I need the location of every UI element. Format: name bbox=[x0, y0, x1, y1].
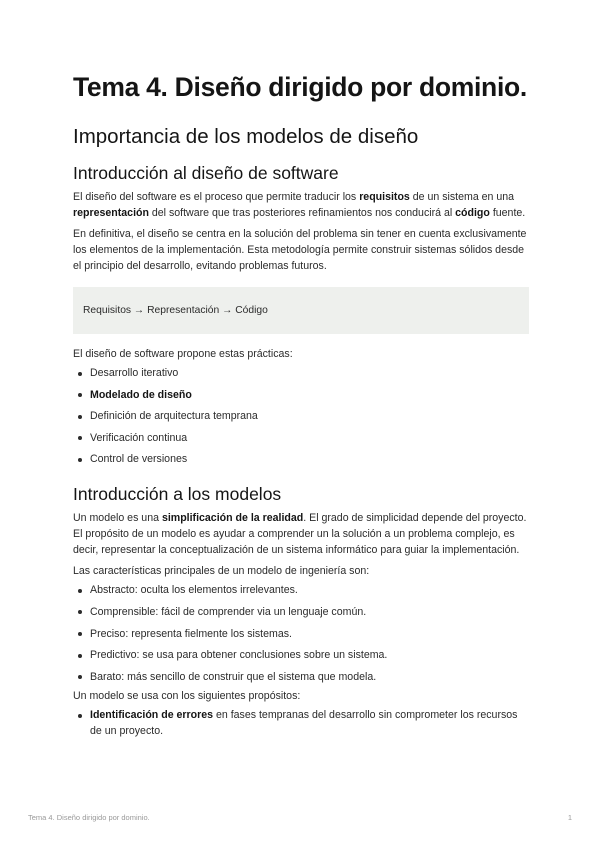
document-page bbox=[73, 70, 529, 745]
bullet-icon bbox=[78, 714, 82, 718]
list-item: Barato: más sencillo de construir que el sistema que modela. bbox=[73, 669, 529, 685]
list-item: Definición de arquitectura temprana bbox=[73, 408, 529, 424]
paragraph-definition: En definitiva, el diseño se centra en la solución del problema sin tener en cuenta exclusivamente los elementos de la implementación. Esta metodología permite construir sistemas sólidos desde el principio del desarrollo, evitando problemas futuros. bbox=[73, 228, 527, 272]
list-item: Verificación continua bbox=[73, 430, 529, 446]
bullet-icon bbox=[78, 654, 82, 658]
purposes-intro: Un modelo se usa con los siguientes propósitos: bbox=[73, 690, 301, 703]
code-text: Requisitos → Representación → Código bbox=[83, 305, 268, 316]
bullet-icon bbox=[78, 458, 82, 462]
bullet-icon bbox=[78, 372, 82, 376]
footer-title: Tema 4. Diseño dirigido por dominio. bbox=[28, 813, 150, 822]
page-number: 1 bbox=[567, 813, 572, 822]
bullet-icon bbox=[78, 436, 82, 440]
characteristics-intro: Las características principales de un modelo de ingeniería son: bbox=[73, 565, 370, 578]
paragraph-model-definition: Un modelo es una simplificación de la realidad. El grado de simplicidad depende del proyecto. El propósito de un modelo es ayudar a comprender un la solución a un problema complejo, es decir, representar la conceptualización de un sistema informático para guiar la implementación. bbox=[73, 512, 527, 557]
list-item: Control de versiones bbox=[73, 451, 529, 467]
practices-list bbox=[73, 365, 529, 467]
bullet-icon bbox=[78, 610, 82, 614]
list-item: Desarrollo iterativo bbox=[73, 365, 529, 381]
bullet-icon bbox=[78, 632, 82, 636]
list-item: Abstracto: oculta los elementos irrelevantes. bbox=[73, 582, 529, 598]
code-block bbox=[73, 287, 529, 334]
page-footer bbox=[28, 813, 572, 822]
list-item: Preciso: representa fielmente los sistemas. bbox=[73, 626, 529, 642]
list-item: Identificación de errores en fases tempranas del desarrollo sin comprometer los recursos de un proyecto. bbox=[73, 707, 529, 739]
bullet-icon bbox=[78, 675, 82, 679]
list-item: Comprensible: fácil de comprender via un lenguaje común. bbox=[73, 604, 529, 620]
list-item: Predictivo: se usa para obtener conclusiones sobre un sistema. bbox=[73, 647, 529, 663]
list-item: Modelado de diseño bbox=[73, 387, 529, 403]
subsection-heading-models: Introducción a los modelos bbox=[73, 484, 282, 505]
bullet-icon bbox=[78, 393, 82, 397]
characteristics-list bbox=[73, 582, 529, 684]
bullet-icon bbox=[78, 415, 82, 419]
subsection-heading-software: Introducción al diseño de software bbox=[73, 163, 339, 183]
section-heading: Importancia de los modelos de diseño bbox=[73, 125, 419, 148]
page-title: Tema 4. Diseño dirigido por dominio. bbox=[73, 72, 527, 102]
practices-intro: El diseño de software propone estas prácticas: bbox=[73, 348, 293, 360]
purposes-list bbox=[73, 707, 529, 739]
paragraph-software-design: El diseño del software es el proceso que permite traducir los requisitos de un sistema en una representación del software que tras posteriores refinamientos nos conducirá al código fuente. bbox=[73, 191, 526, 219]
bullet-icon bbox=[78, 589, 82, 593]
